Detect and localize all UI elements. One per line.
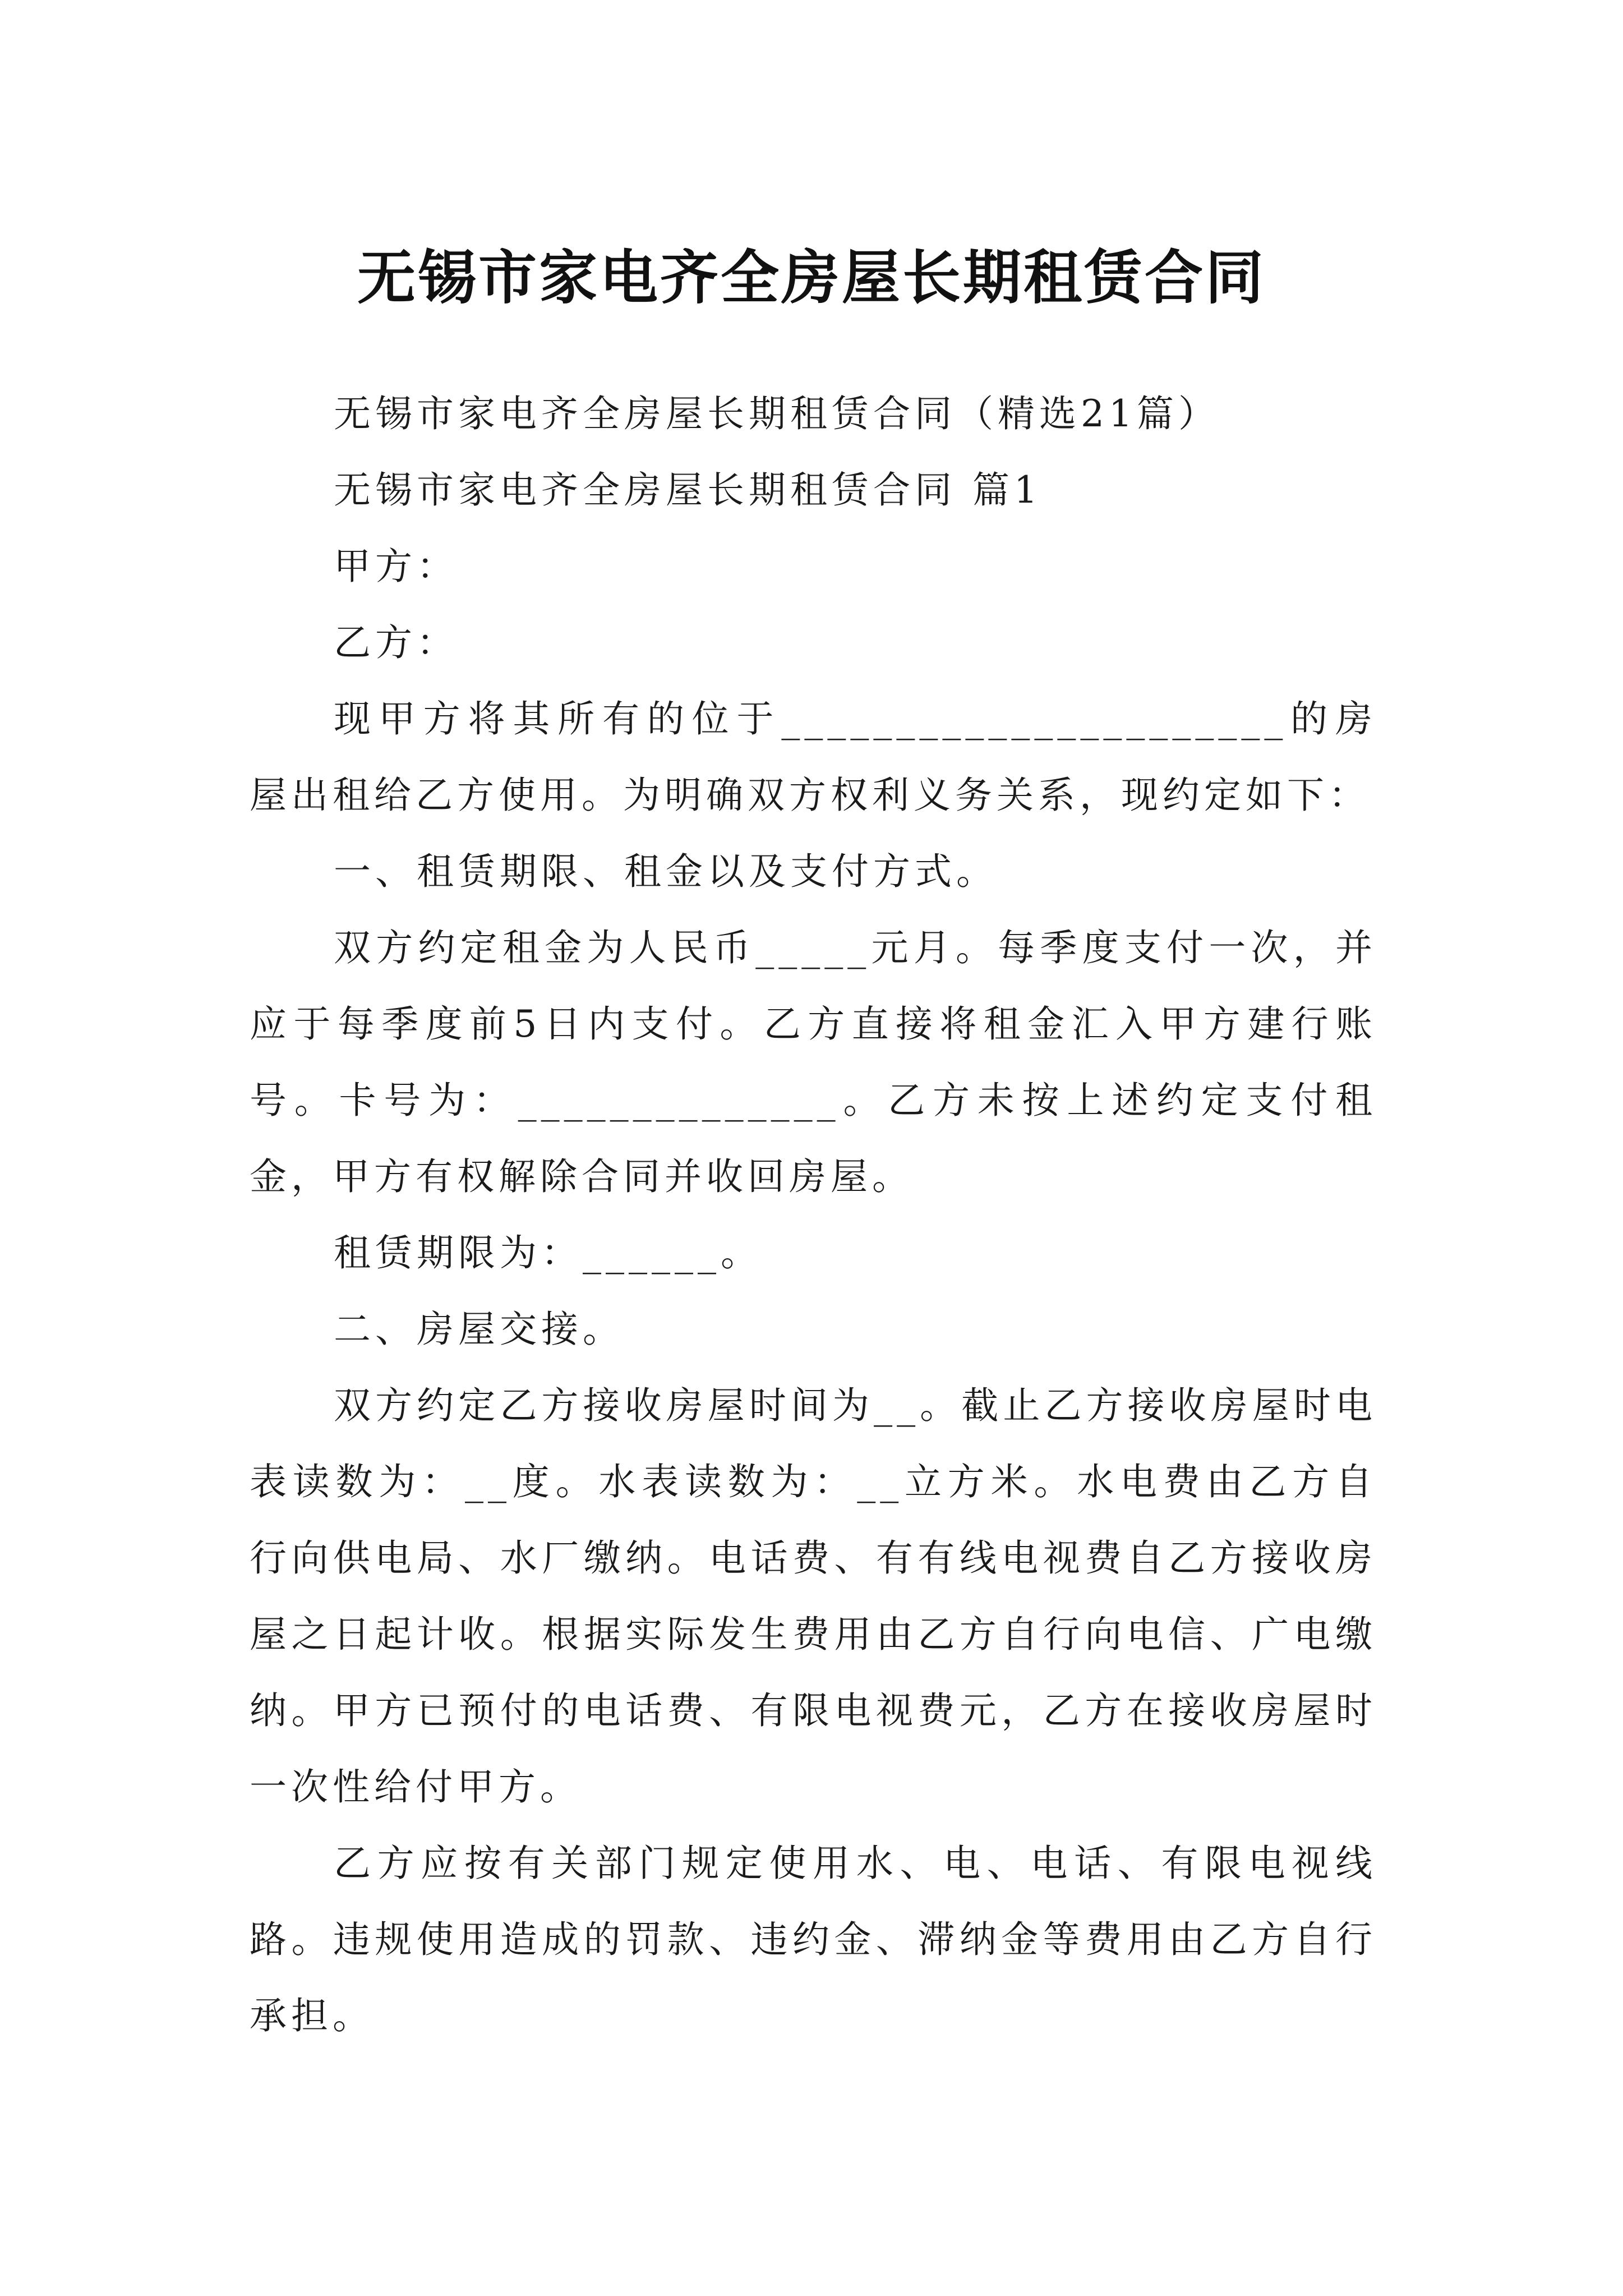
clause-heading-2: 二、房屋交接。: [334, 1308, 624, 1351]
rent-paragraph: 双方约定租金为人民币_____元月。每季度支付一次，并应于每季度前5日内支付。乙方直接将租金汇入甲方建行账号。卡号为：______________。乙方未按上述约定支付租金，甲方有权解除合同并收回房屋。: [250, 926, 1377, 1198]
party-b-line: 乙方：: [334, 621, 458, 664]
intro-paragraph: 现甲方将其所有的位于______________________的房屋出租给乙方使用。为明确双方权利义务关系，现约定如下：: [250, 697, 1377, 817]
clause-heading-1: 一、租赁期限、租金以及支付方式。: [334, 850, 998, 893]
document-body: [250, 376, 1377, 2054]
utilities-paragraph: 乙方应按有关部门规定使用水、电、电话、有限电视线路。违规使用造成的罚款、违约金、滞纳金等费用由乙方自行承担。: [250, 1842, 1377, 2037]
party-a-line: 甲方：: [334, 545, 458, 588]
document-title: 无锡市家电齐全房屋长期租赁合同: [357, 243, 1266, 312]
term-paragraph: 租赁期限为：______。: [334, 1231, 762, 1274]
handover-paragraph: 双方约定乙方接收房屋时间为__。截止乙方接收房屋时电表读数为：__度。水表读数为：__立方米。水电费由乙方自行向供电局、水厂缴纳。电话费、有有线电视费自乙方接收房屋之日起计收。根据实际发生费用由乙方自行向电信、广电缴纳。甲方已预付的电话费、有限电视费元，乙方在接收房屋时一次性给付甲方。: [250, 1384, 1377, 1809]
subtitle-paragraph: 无锡市家电齐全房屋长期租赁合同（精选21篇）: [334, 392, 1220, 435]
section-heading: 无锡市家电齐全房屋长期租赁合同 篇1: [334, 468, 1042, 512]
